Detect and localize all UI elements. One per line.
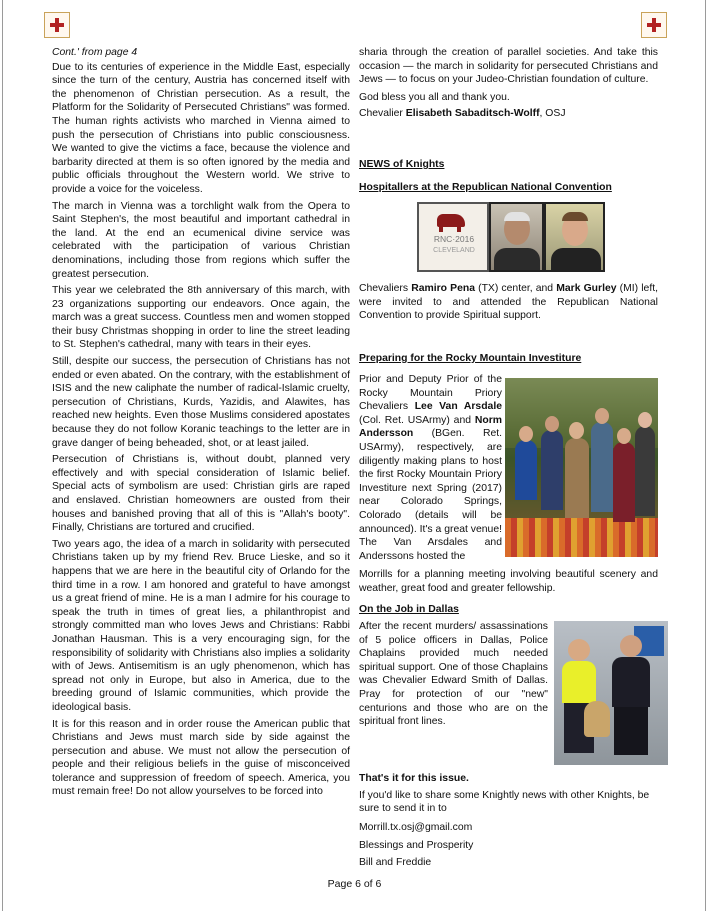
- rocky-caption: Prior and Deputy Prior of the Rocky Mountain Priory Chevaliers Lee Van Arsdale (Col. Ret. USArmy) and Norm Andersson (BGen. Ret. USArmy), respectively, are diligently making plans to host the first Rocky Mountain Priory Investiture next Spring (2017) near Colorado Springs, Colorado (details will be announced). It's a great venue! The Van Arsdales and Anderssons hosted the: [359, 374, 502, 562]
- article-paragraph: God bless you all and thank you.: [359, 91, 510, 103]
- rnc-sign-year: 2016: [455, 234, 475, 244]
- mark-gurley-photo: [544, 202, 605, 272]
- closing-heading: That's it for this issue.: [359, 773, 469, 784]
- order-crest-icon-left: [44, 12, 70, 38]
- article-paragraph: The march in Vienna was a torchlight walk from the Opera to Saint Stephen's, the most beautiful and important cathedral in the land. At the end an ecumenical divine service was celebrated with the participation of various Christian denominations, including those from regions which suffer the greatest persecution.: [52, 200, 350, 280]
- rnc-section: [359, 181, 658, 198]
- ramiro-pena-photo: [489, 202, 544, 272]
- dallas-caption: After the recent murders/ assassinations of 5 police officers in Dallas, Police Chaplains provided much needed spiritual support. One of those Chaplains was Chevalier Edward Smith of Dallas. Pray for protection of our "new" centurions and those who are on the spiritual front lines.: [359, 621, 548, 728]
- rocky-heading: Preparing for the Rocky Mountain Investiture: [359, 353, 582, 364]
- rnc-sign-text: RNC: [433, 234, 453, 244]
- article-paragraph: Two years ago, the idea of a march in solidarity with persecuted Christians taken up by my friend Rev. Bruce Lieske, and so it happens that we are here in the beautiful city of Orlando for the third time in a row. I am honored and grateful to have amongst us a great friend of mine. He is a man I admire for his courage to speak the truth in times of great lies, a philanthropist and strongly committed man who loves Jews and Christians: Rabbi Jonathan Hausman. This is a very encouraging sign, for the responsibility of solidarity with Christians also implies a solidarity with of Jews. Antisemitism is an ugly phenomenon, which has spread not only in Europe, but also in America, due to the breeding ground of Islamic communities, which provide the ideological basis.: [52, 538, 350, 713]
- article-paragraph: sharia through the creation of parallel societies. And take this occasion — the march in solidarity for persecuted Christians and Jews — to focus on your Judeo-Christian foundation of culture.: [359, 47, 658, 86]
- signoff-line: Bill and Freddie: [359, 856, 432, 868]
- rocky-mountain-group-photo: [505, 378, 658, 557]
- closing-section: [359, 772, 659, 873]
- dallas-chaplains-photo: [554, 621, 668, 765]
- right-column: [359, 46, 658, 124]
- rnc-sign-photo: RNC·2016 CLEVELAND: [417, 202, 489, 272]
- article-paragraph: Persecution of Christians is, without doubt, planned very effectively and with special consideration of Islamic belief. Special acts of symbolism are used: Christian girls are raped and enslaved. Christian homeowners are ousted from their houses and banished proving that all of this is "Allah's booty". Finally, Christians are tortured and crucified.: [52, 454, 350, 534]
- article-paragraph: It is for this reason and in order rouse the American public that Christians and Jews must march side by side against the persecution and abuse. We must not allow the persecution of people and their religious beliefs in the guise of misconceived tolerance and suppression of freedom of speech. America, you must remain free! Do not allow yourselves to be forced into: [52, 718, 350, 798]
- page-number: Page 6 of 6: [327, 878, 382, 890]
- dallas-heading: On the Job in Dallas: [359, 604, 459, 615]
- elephant-icon: [431, 212, 475, 232]
- rnc-heading: Hospitallers at the Republican National Convention: [359, 182, 612, 193]
- continued-note: Cont.' from page 4: [52, 47, 138, 58]
- rnc-caption: Chevaliers Ramiro Pena (TX) center, and Mark Gurley (MI) left, were invited to and attended the Republican National Convention to provide Spiritual support.: [359, 283, 658, 322]
- contact-email: Morrill.tx.osj@gmail.com: [359, 821, 473, 833]
- article-paragraph: This year we celebrated the 8th anniversary of this march, with 23 organizations supporting our endeavors. Once again, the march was a great success. Countless men and women stopped their busy Christmas shopping in order to line the street leading to St. Stephen's cathedral, many with tears in their eyes.: [52, 285, 350, 351]
- dallas-section: [359, 603, 658, 620]
- news-section: [359, 158, 658, 175]
- blessing-line: Blessings and Prosperity: [359, 840, 474, 852]
- news-heading: NEWS of Knights: [359, 159, 445, 170]
- article-paragraph: Still, despite our success, the persecution of Christians has not ended or even abated. On the contrary, with the establishment of ISIS and the new caliphate the number of radical-Islamic cruelty, persecution of Christians, Kurds, Yazidis, and Alawites, has reached new heights. Even those Muslims considered apostates because they do not follow Koranic teachings to the letter are in grave danger of being beheaded, shot, or at least jailed.: [52, 356, 350, 449]
- article-paragraph: Due to its centuries of experience in the Middle East, especially since the turn of the century, Austria has concerned itself with the phenomenon of Christian persecution. As a result, the Platform for the Solidarity of Persecuted Christians" was formed. The human rights activists who marched in Vienna aimed to push the persecution of Christians into public consciousness. We wanted to give the victims a face, because the violence and barbarity directed at them is so often ignored by the media and public officials throughout the Western world. We strive to provide a voice for the voiceless.: [52, 61, 350, 195]
- left-column: [52, 46, 350, 802]
- closing-paragraph: If you'd like to share some Knightly news with other Knights, be sure to send it in to: [359, 789, 650, 815]
- rnc-sign-city: CLEVELAND: [433, 247, 475, 254]
- order-crest-icon-right: [641, 12, 667, 38]
- rocky-caption-cont: Morrills for a planning meeting involving beautiful scenery and weather, great food and greater fellowship.: [359, 569, 658, 594]
- rocky-section: [359, 352, 658, 369]
- signature: Chevalier Elisabeth Sabaditsch-Wolff, OSJ: [359, 108, 566, 120]
